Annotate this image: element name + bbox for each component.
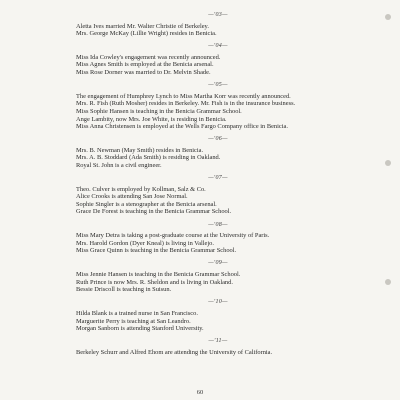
note-line: Miss Mary Detra is taking a post-graduate course at the University of Paris.	[76, 232, 270, 240]
note-line: Miss Jennie Hansen is teaching in the Benicia Grammar School.	[76, 271, 241, 279]
note-line: Mrs. A. B. Stoddard (Ada Smith) is residing in Oakland.	[76, 154, 221, 162]
note-line: Morgan Sanborn is attending Stanford University.	[76, 325, 204, 333]
class-year-heading: —'07—	[208, 175, 228, 182]
class-year-heading: —'05—	[208, 82, 228, 89]
class-section	[60, 299, 376, 332]
class-year-heading: —'11—	[208, 338, 228, 345]
page-edge-mark	[385, 160, 391, 166]
class-year-heading: —'04—	[208, 43, 228, 50]
class-section	[60, 12, 376, 38]
page-number: 60	[196, 389, 204, 396]
note-line: Theo. Culver is employed by Kollman, Salz & Co.	[76, 185, 206, 193]
note-line: Berkeley Schurr and Alfred Ehom are attending the University of California.	[76, 348, 273, 356]
class-year-heading: —'10—	[208, 299, 228, 306]
note-line: Mrs. George McKay (Lillie Wright) resides in Benicia.	[76, 30, 217, 38]
note-line: Sophie Singler is a stenographer at the Benicia arsenal.	[76, 200, 217, 208]
note-line: Miss Sophie Hansen is teaching in the Benicia Grammar School.	[76, 107, 242, 115]
note-line: Grace De Forest is teaching in the Benicia Grammar School.	[76, 208, 232, 216]
note-line: Alice Crooks is attending San Jose Normal.	[76, 193, 188, 201]
note-line: Hilda Blank is a trained nurse in San Francisco.	[76, 309, 198, 317]
note-line: Mrs. Harold Gordon (Dyer Kneal) is living in Vallejo.	[76, 239, 214, 247]
note-line: Aletta Ives married Mr. Walter Christie of Berkeley.	[76, 22, 209, 30]
class-year-heading: —'06—	[208, 136, 228, 143]
class-section	[60, 43, 376, 76]
note-line: Mrs. R. Fish (Ruth Mosher) resides in Berkeley. Mr. Fish is in the insurance business.	[76, 100, 296, 108]
class-section	[60, 260, 376, 293]
alumni-notes	[60, 12, 376, 362]
note-line: The engagement of Humphrey Lynch to Miss Martha Korr was recently announced.	[76, 92, 291, 100]
note-line: Miss Anna Christensen is employed at the Wells Fargo Company office in Benicia.	[76, 123, 288, 131]
page-edge-mark	[385, 279, 391, 285]
class-section	[60, 222, 376, 255]
class-section	[60, 136, 376, 169]
note-line: Bessie Driscoll is teaching in Suisun.	[76, 286, 172, 294]
note-line: Miss Grace Quinn is teaching in the Benicia Grammar School.	[76, 247, 237, 255]
note-line: Ruth Prince is now Mrs. R. Sheldon and is living in Oakland.	[76, 278, 233, 286]
class-section	[60, 338, 376, 356]
class-section	[60, 82, 376, 131]
note-line: Miss Rose Dorner was married to Dr. Melvin Shade.	[76, 69, 211, 77]
page-edge-mark	[385, 14, 391, 20]
class-year-heading: —'08—	[208, 221, 228, 228]
note-line: Miss Ida Cowley's engagement was recently announced.	[76, 53, 221, 61]
note-line: Royal St. John is a civil engineer.	[76, 162, 162, 169]
note-line: Marguerite Perry is teaching at San Leandro.	[76, 317, 191, 325]
class-year-heading: —'03—	[208, 12, 228, 18]
note-line: Ange Lambity, now Mrs. Joe White, is residing in Benicia.	[76, 115, 227, 123]
note-line: Mrs. B. Newman (May Smith) resides in Benicia.	[76, 146, 204, 154]
class-section	[60, 175, 376, 216]
class-year-heading: —'09—	[208, 260, 228, 267]
note-line: Miss Agnes Smith is employed at the Benicia arsenal.	[76, 61, 214, 69]
